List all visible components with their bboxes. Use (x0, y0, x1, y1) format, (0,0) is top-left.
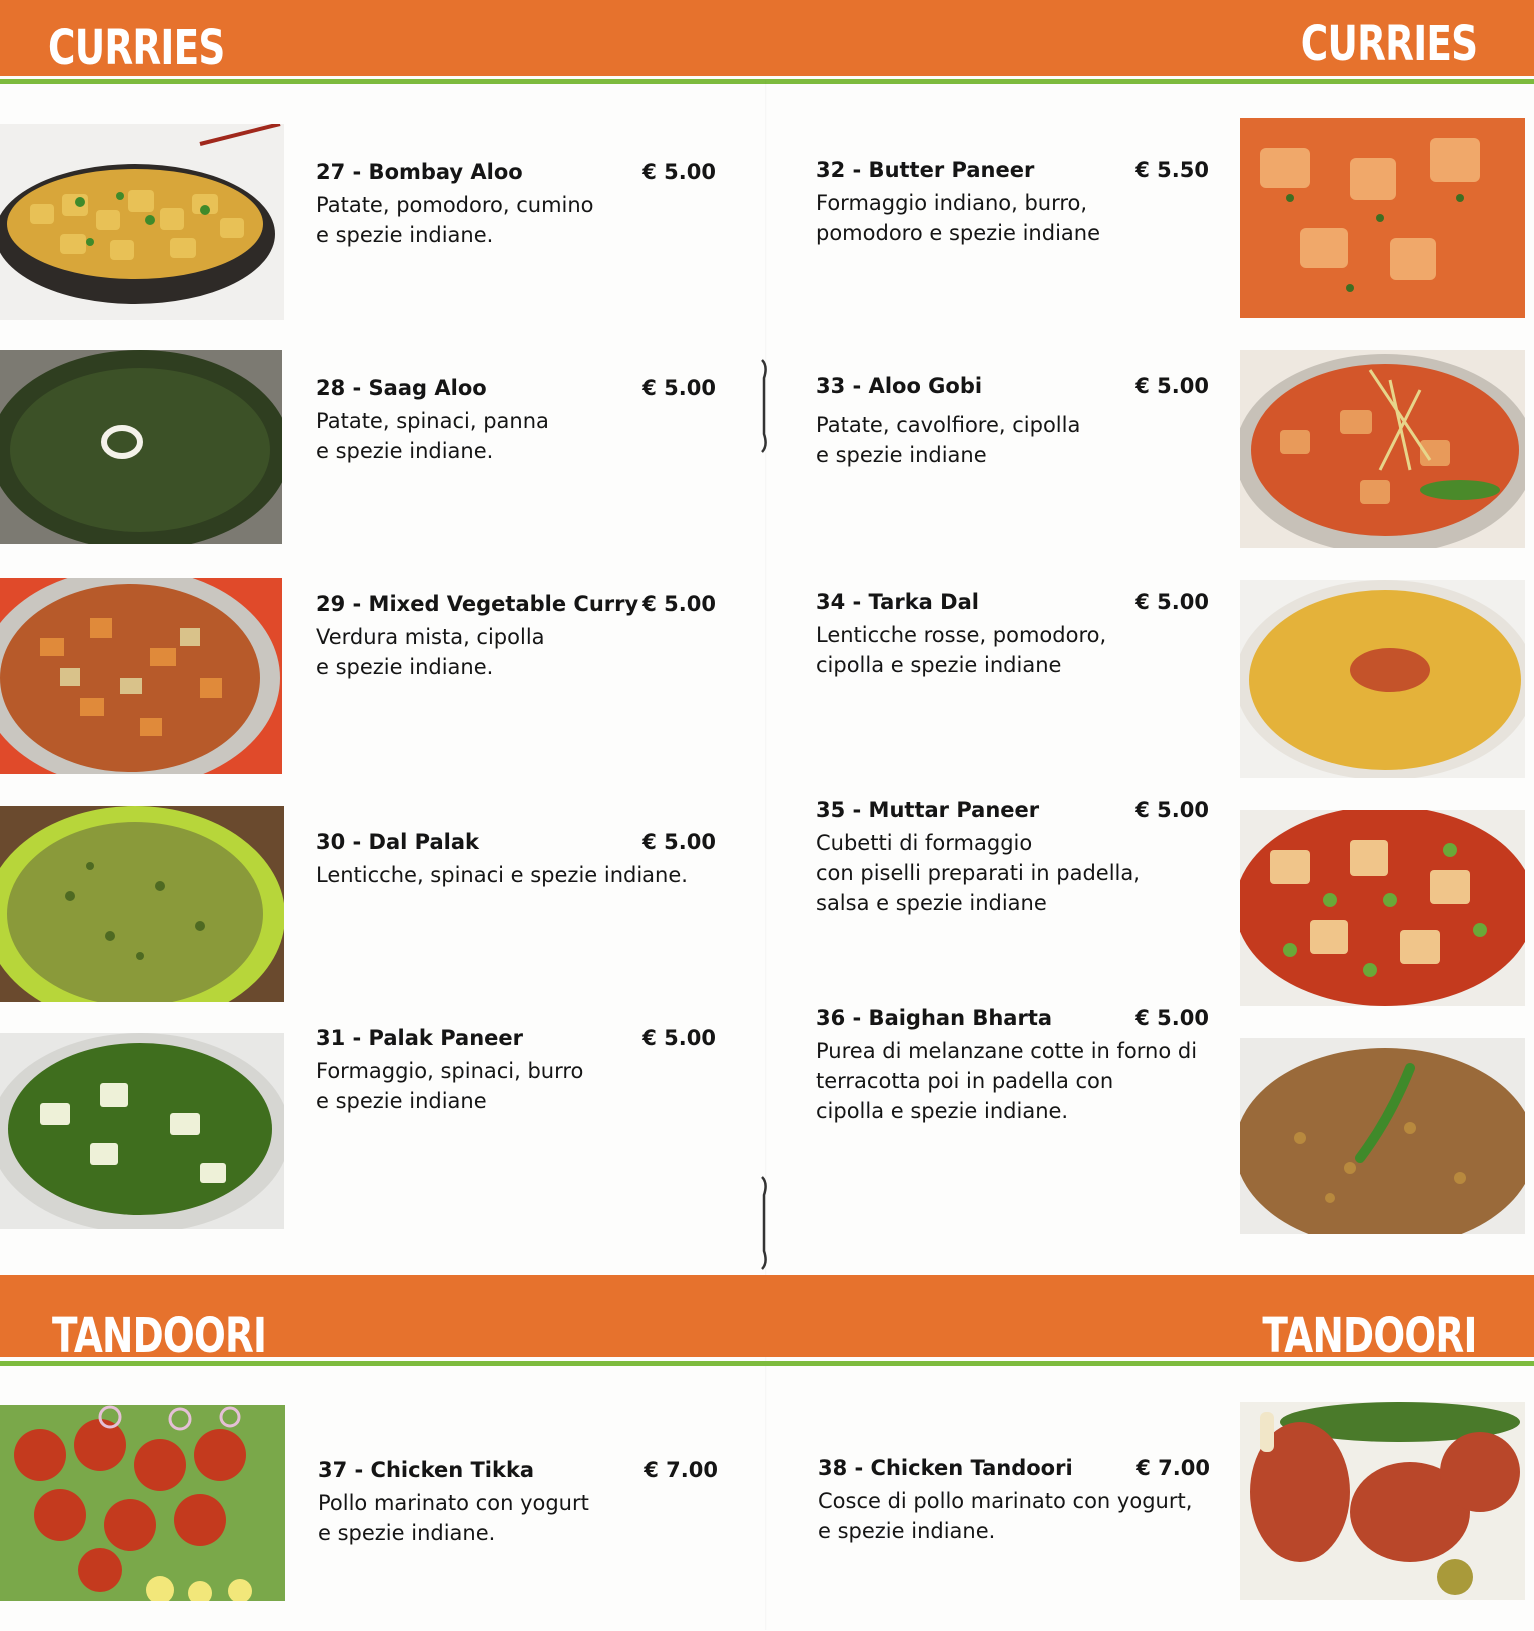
item-price: € 7.00 (644, 1458, 718, 1482)
menu-item-28 (316, 376, 716, 466)
item-description: Pollo marinato con yogurt e spezie indiane. (318, 1491, 589, 1545)
section-title-tandoori-right: TANDOORI (1262, 1308, 1477, 1364)
menu-item-31 (316, 1026, 716, 1116)
item-price: € 5.00 (1135, 1006, 1209, 1030)
item-price: € 5.00 (642, 592, 716, 616)
section-title-curries-left: CURRIES (48, 20, 225, 76)
tarka-dal-photo (1240, 580, 1525, 778)
muttar-paneer-photo (1240, 810, 1525, 1006)
item-description: Patate, cavolfiore, cipolla e spezie indiane (816, 413, 1081, 467)
palak-paneer-photo (0, 1033, 284, 1229)
item-description: Patate, pomodoro, cumino e spezie indiane. (316, 193, 594, 247)
item-price: € 5.00 (1135, 374, 1209, 398)
bombay-aloo-photo (0, 124, 284, 320)
item-name: 29 - Mixed Vegetable Curry (316, 592, 639, 616)
aloo-gobi-photo (1240, 350, 1525, 548)
mixed-vegetable-curry-photo (0, 578, 282, 774)
item-name: 27 - Bombay Aloo (316, 160, 523, 184)
item-price: € 5.00 (642, 160, 716, 184)
item-description: Formaggio, spinaci, burro e spezie indiane (316, 1059, 584, 1113)
item-description: Formaggio indiano, burro, pomodoro e spezie indiane (816, 191, 1101, 245)
menu-item-32 (816, 158, 1209, 248)
menu-item-29 (316, 592, 716, 682)
item-description: Patate, spinaci, panna e spezie indiane. (316, 409, 549, 463)
staple-icon (758, 358, 772, 454)
item-price: € 5.00 (642, 830, 716, 854)
item-name: 31 - Palak Paneer (316, 1026, 523, 1050)
item-name: 37 - Chicken Tikka (318, 1458, 535, 1482)
menu-item-33 (816, 374, 1209, 470)
item-description: Verdura mista, cipolla e spezie indiane. (316, 625, 545, 679)
section-title-tandoori-left: TANDOORI (52, 1308, 267, 1364)
item-description: Lenticche, spinaci e spezie indiane. (316, 863, 688, 887)
item-name: 36 - Baighan Bharta (816, 1006, 1053, 1030)
item-name: 32 - Butter Paneer (816, 158, 1035, 182)
menu-item-38 (818, 1456, 1210, 1546)
dal-palak-photo (0, 806, 284, 1002)
item-price: € 5.00 (642, 1026, 716, 1050)
item-description: Cosce di pollo marinato con yogurt, e spezie indiane. (818, 1489, 1193, 1543)
saag-aloo-photo (0, 350, 282, 544)
menu-item-34 (816, 590, 1209, 680)
butter-paneer-photo (1240, 118, 1525, 318)
chicken-tikka-photo (0, 1405, 285, 1601)
menu-item-27 (316, 160, 716, 250)
section-title-curries-right: CURRIES (1300, 16, 1477, 72)
menu-item-35 (816, 798, 1209, 918)
item-name: 28 - Saag Aloo (316, 376, 487, 400)
item-description: Lenticche rosse, pomodoro, cipolla e spezie indiane (816, 623, 1107, 677)
item-description: Cubetti di formaggio con piselli preparati in padella, salsa e spezie indiane (816, 831, 1140, 915)
item-price: € 5.00 (642, 376, 716, 400)
menu-item-37 (318, 1458, 718, 1548)
item-price: € 7.00 (1136, 1456, 1210, 1480)
item-price: € 5.00 (1135, 798, 1209, 822)
baighan-bharta-photo (1240, 1038, 1525, 1234)
staple-icon (758, 1175, 772, 1271)
chicken-tandoori-photo (1240, 1402, 1525, 1600)
item-name: 34 - Tarka Dal (816, 590, 979, 614)
menu-item-36 (816, 1006, 1209, 1126)
item-description: Purea di melanzane cotte in forno di terracotta poi in padella con cipolla e spezie indiane. (816, 1039, 1198, 1123)
item-name: 30 - Dal Palak (316, 830, 480, 854)
item-name: 38 - Chicken Tandoori (818, 1456, 1073, 1480)
page-fold (765, 80, 767, 1630)
header-divider (0, 79, 1534, 84)
item-price: € 5.00 (1135, 590, 1209, 614)
menu-item-30 (316, 830, 716, 890)
item-name: 33 - Aloo Gobi (816, 374, 983, 398)
item-price: € 5.50 (1135, 158, 1209, 182)
item-name: 35 - Muttar Paneer (816, 798, 1040, 822)
